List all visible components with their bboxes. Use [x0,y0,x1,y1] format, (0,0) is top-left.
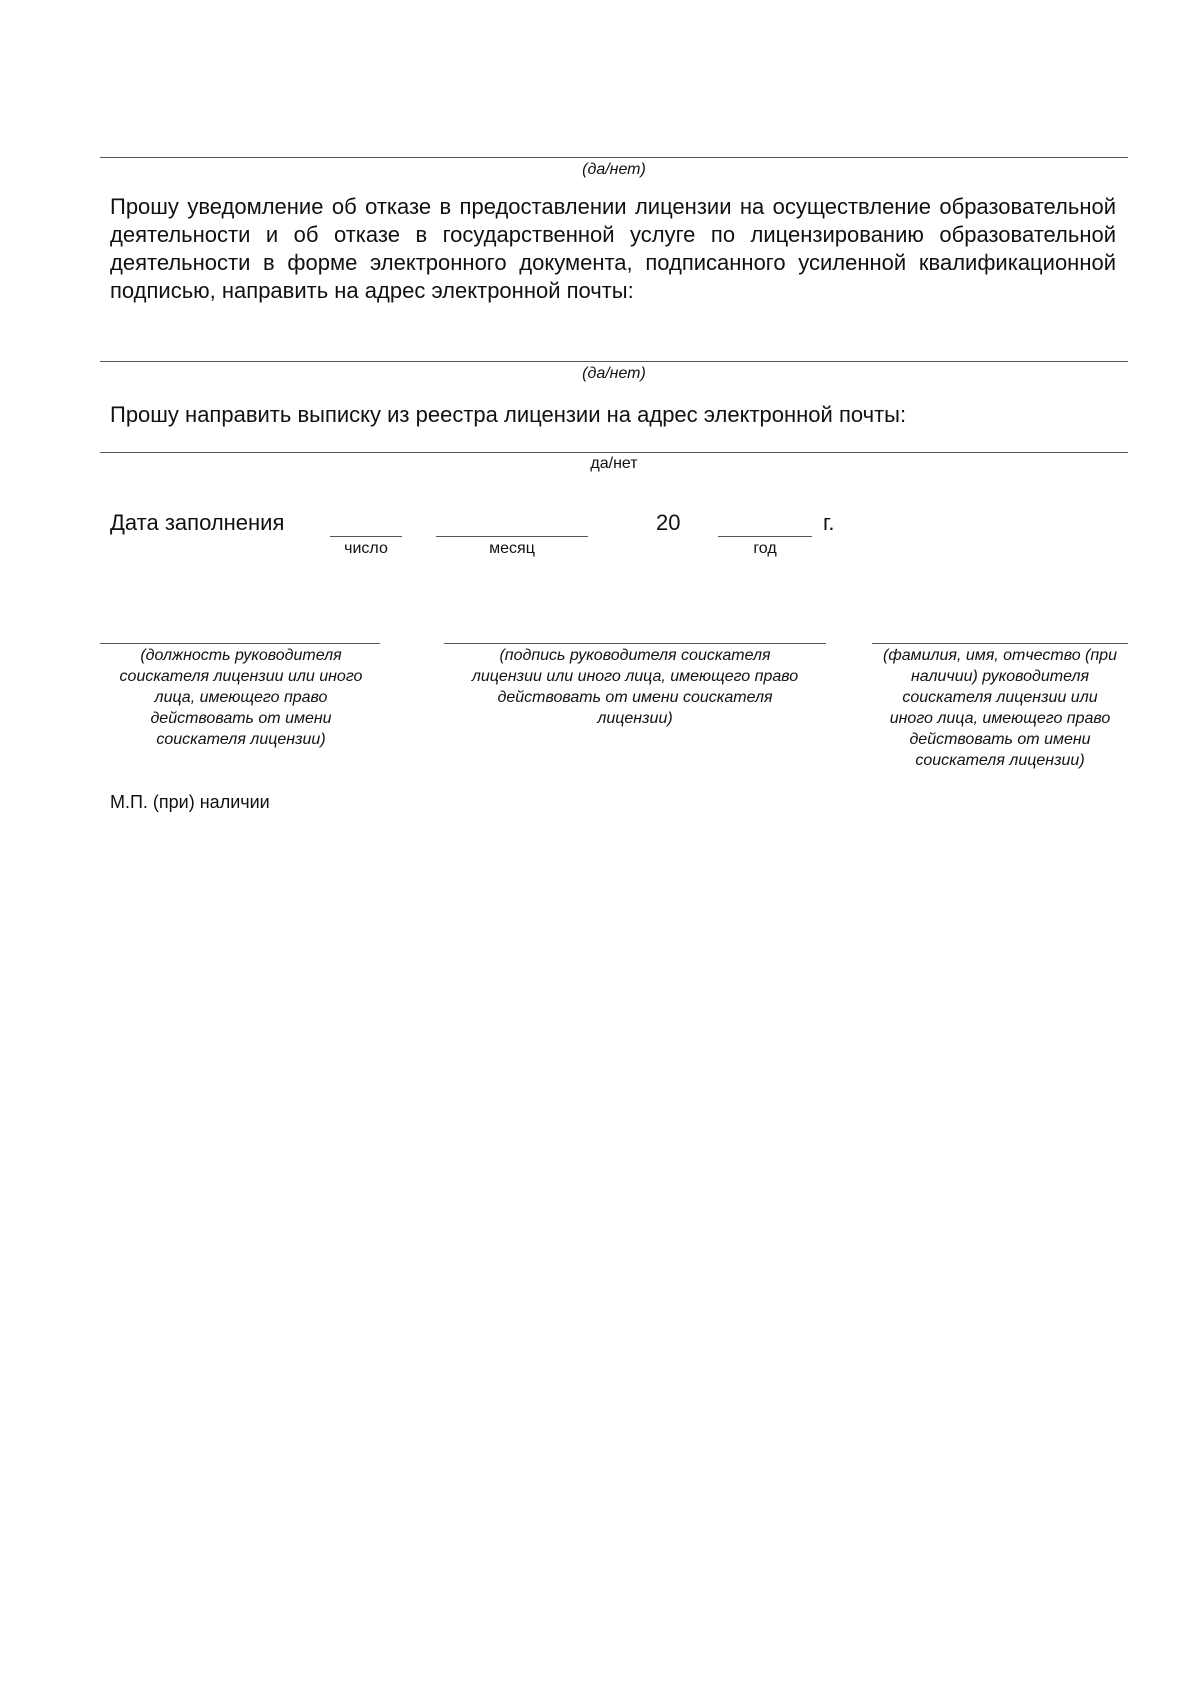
signature-field[interactable] [444,643,826,644]
day-caption: число [344,540,388,557]
date-label: Дата заполнения [110,510,285,535]
email-refusal-request-text: Прошу уведомление об отказе в предоставлении лицензии на осуществление образовательной деятельности и об отказе в государственной услуге по лицензированию образовательной деятельности в форме электронного документа, подписанного усиленной квалификационной подписью, направить на адрес электронной почты: [110,194,1116,303]
answer-caption-2: (да/нет) [582,365,646,382]
day-field[interactable] [330,536,402,537]
signature-caption: (подпись руководителя соискателя лицензии или иного лица, имеющего право действовать от имени соискателя лицензии) [471,647,799,727]
answer-caption-3: да/нет [590,455,638,472]
answer-caption-1: (да/нет) [582,161,646,178]
full-name-field[interactable] [872,643,1128,644]
stamp-note: М.П. (при) наличии [110,792,270,812]
year-field[interactable] [718,536,812,537]
position-caption: (должность руководителя соискателя лицензии или иного лица, имеющего право действовать от имени соискателя лицензии) [119,647,363,748]
year-caption: год [753,540,777,557]
year-suffix: г. [823,510,835,535]
registry-extract-request-text: Прошу направить выписку из реестра лицензии на адрес электронной почты: [110,402,907,427]
year-prefix: 20 [656,510,681,535]
position-field[interactable] [100,643,380,644]
month-field[interactable] [436,536,588,537]
full-name-caption: (фамилия, имя, отчество (при наличии) руководителя соискателя лицензии или иного лица, имеющего право действовать от имени соискателя лицензии) [883,647,1117,769]
answer-line-3[interactable] [100,452,1128,453]
month-caption: месяц [489,540,535,557]
answer-line-2[interactable] [100,361,1128,362]
answer-line-1[interactable] [100,157,1128,158]
